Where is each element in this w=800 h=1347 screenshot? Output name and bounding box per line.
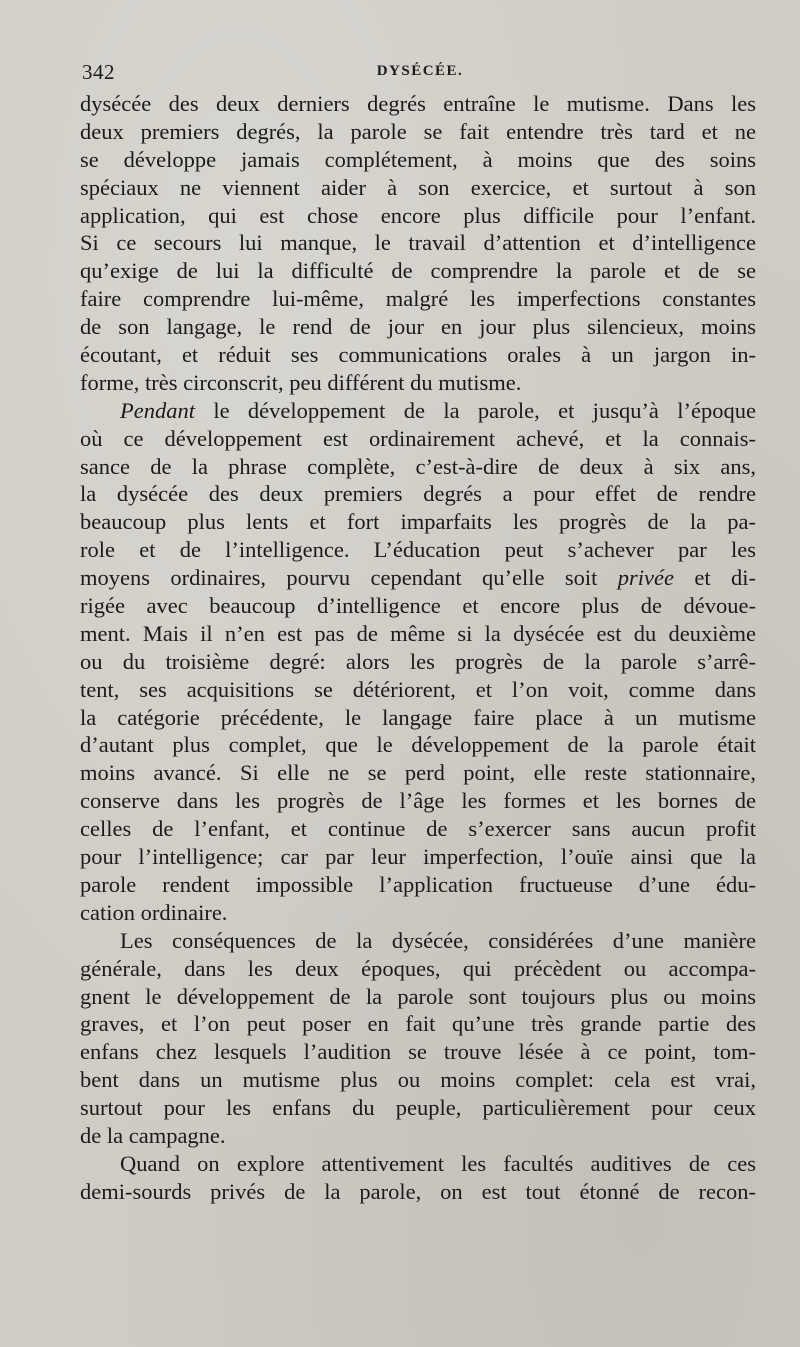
italic-word: Pendant (120, 397, 195, 423)
paragraph-3 (80, 927, 756, 1150)
text-line: conserve dans les progrès de l’âge les formes et les bornes de (80, 788, 756, 814)
text-line: moins avancé. Si elle ne se perd point, elle reste stationnaire, (80, 760, 756, 786)
text-line: ment. Mais il n’en est pas de même si la dysécée est du deuxième (80, 620, 756, 646)
text-line: enfans chez lesquels l’audition se trouve lésée à ce point, tom- (80, 1039, 756, 1065)
text-line: sance de la phrase complète, c’est-à-dire de deux à six ans, (80, 453, 756, 479)
text-line: beaucoup plus lents et fort imparfaits les progrès de la pa- (80, 509, 756, 535)
text-line: gnent le développement de la parole sont toujours plus ou moins (80, 983, 756, 1009)
text-line (80, 397, 756, 425)
text-line: où ce développement est ordinairement achevé, et la connais- (80, 425, 756, 451)
text-line: Quand on explore attentivement les facultés auditives de ces (120, 1150, 756, 1176)
text-line: surtout pour les enfans du peuple, particulièrement pour ceux (80, 1095, 756, 1121)
italic-word: privée (617, 565, 674, 591)
text-line: cation ordinaire. (80, 899, 228, 925)
text-line: tent, ses acquisitions se détériorent, et l’on voit, comme dans (80, 676, 756, 702)
text-line: Les conséquences de la dysécée, considérées d’une manière (120, 927, 756, 953)
paragraph-1 (80, 90, 756, 397)
text-line: pour l’intelligence; car par leur imperfection, l’ouïe ainsi que la (80, 844, 756, 870)
text-line: graves, et l’on peut poser en fait qu’une très grande partie des (80, 1011, 756, 1037)
text-span: moyens ordinaires, pourvu cependant qu’elle soit (80, 565, 618, 591)
text-body (80, 90, 756, 1206)
text-line: application, qui est chose encore plus difficile pour l’enfant. (80, 202, 756, 228)
text-span: et di- (674, 565, 756, 591)
text-line: Si ce secours lui manque, le travail d’attention et d’intelligence (80, 230, 756, 256)
text-line: de son langage, le rend de jour en jour plus silencieux, moins (80, 314, 756, 340)
text-line: rigée avec beaucoup d’intelligence et encore plus de dévoue- (80, 593, 756, 619)
text-line: spéciaux ne viennent aider à son exercice, et surtout à son (80, 174, 756, 200)
text-line: demi-sourds privés de la parole, on est tout étonné de recon- (80, 1178, 756, 1204)
text-line: générale, dans les deux époques, qui précèdent ou accompa- (80, 955, 756, 981)
text-line: dysécée des deux derniers degrés entraîne le mutisme. Dans les (80, 91, 756, 116)
text-line: se développe jamais complétement, à moins que des soins (80, 146, 756, 172)
text-line: qu’exige de lui la difficulté de comprendre la parole et de se (80, 258, 756, 284)
text-line: celles de l’enfant, et continue de s’exercer sans aucun profit (80, 816, 756, 842)
text-line: ou du troisième degré: alors les progrès de la parole s’arrê- (80, 648, 756, 674)
text-line: role et de l’intelligence. L’éducation peut s’achever par les (80, 537, 756, 563)
text-line: de la campagne. (80, 1122, 226, 1148)
page-number: 342 (82, 60, 115, 84)
text-line: faire comprendre lui-même, malgré les imperfections constantes (80, 286, 756, 312)
running-head: DYSÉCÉE. (376, 63, 464, 79)
text-line (80, 564, 756, 592)
page-header (82, 60, 758, 90)
text-line: deux premiers degrés, la parole se fait entendre très tard et ne (80, 118, 756, 144)
text-line: écoutant, et réduit ses communications orales à un jargon in- (80, 342, 756, 368)
text-line: d’autant plus complet, que le développement de la parole était (80, 732, 756, 758)
text-line: la catégorie précédente, le langage faire place à un mutisme (80, 704, 756, 730)
text-line: la dysécée des deux premiers degrés a pour effet de rendre (80, 481, 756, 507)
text-line: forme, très circonscrit, peu différent du mutisme. (80, 369, 522, 395)
paragraph-2 (80, 397, 756, 927)
paragraph-4 (80, 1150, 756, 1206)
text-span: le développement de la parole, et jusqu’à l’époque (194, 397, 756, 423)
text-line: bent dans un mutisme plus ou moins complet: cela est vrai, (80, 1067, 756, 1093)
text-line: parole rendent impossible l’application fructueuse d’une édu- (80, 871, 756, 897)
